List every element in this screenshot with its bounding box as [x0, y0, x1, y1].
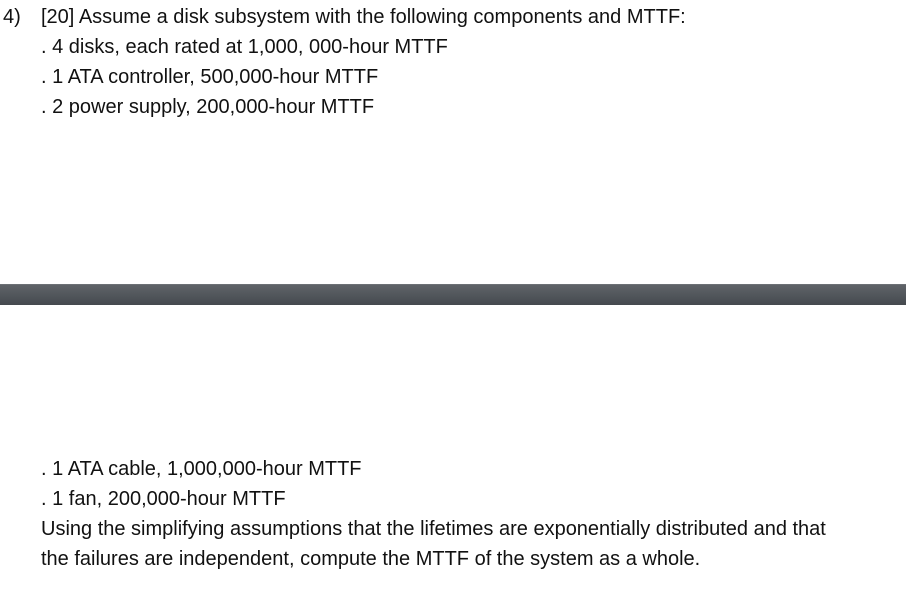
component-fan: . 1 fan, 200,000-hour MTTF: [41, 488, 286, 510]
component-power-supply: . 2 power supply, 200,000-hour MTTF: [41, 96, 375, 118]
component-disks: . 4 disks, each rated at 1,000, 000-hour MTTF: [41, 36, 448, 58]
component-ata-cable: . 1 ATA cable, 1,000,000-hour MTTF: [41, 458, 362, 480]
component-ata-controller: . 1 ATA controller, 500,000-hour MTTF: [41, 66, 379, 88]
question-number: 4): [3, 6, 21, 28]
page-divider-bar: [0, 284, 906, 305]
instruction-line-1: Using the simplifying assumptions that the lifetimes are exponentially distributed and that: [41, 518, 826, 540]
instruction-line-2: the failures are independent, compute the MTTF of the system as a whole.: [41, 548, 701, 570]
question-header: [20] Assume a disk subsystem with the following components and MTTF:: [41, 6, 686, 28]
